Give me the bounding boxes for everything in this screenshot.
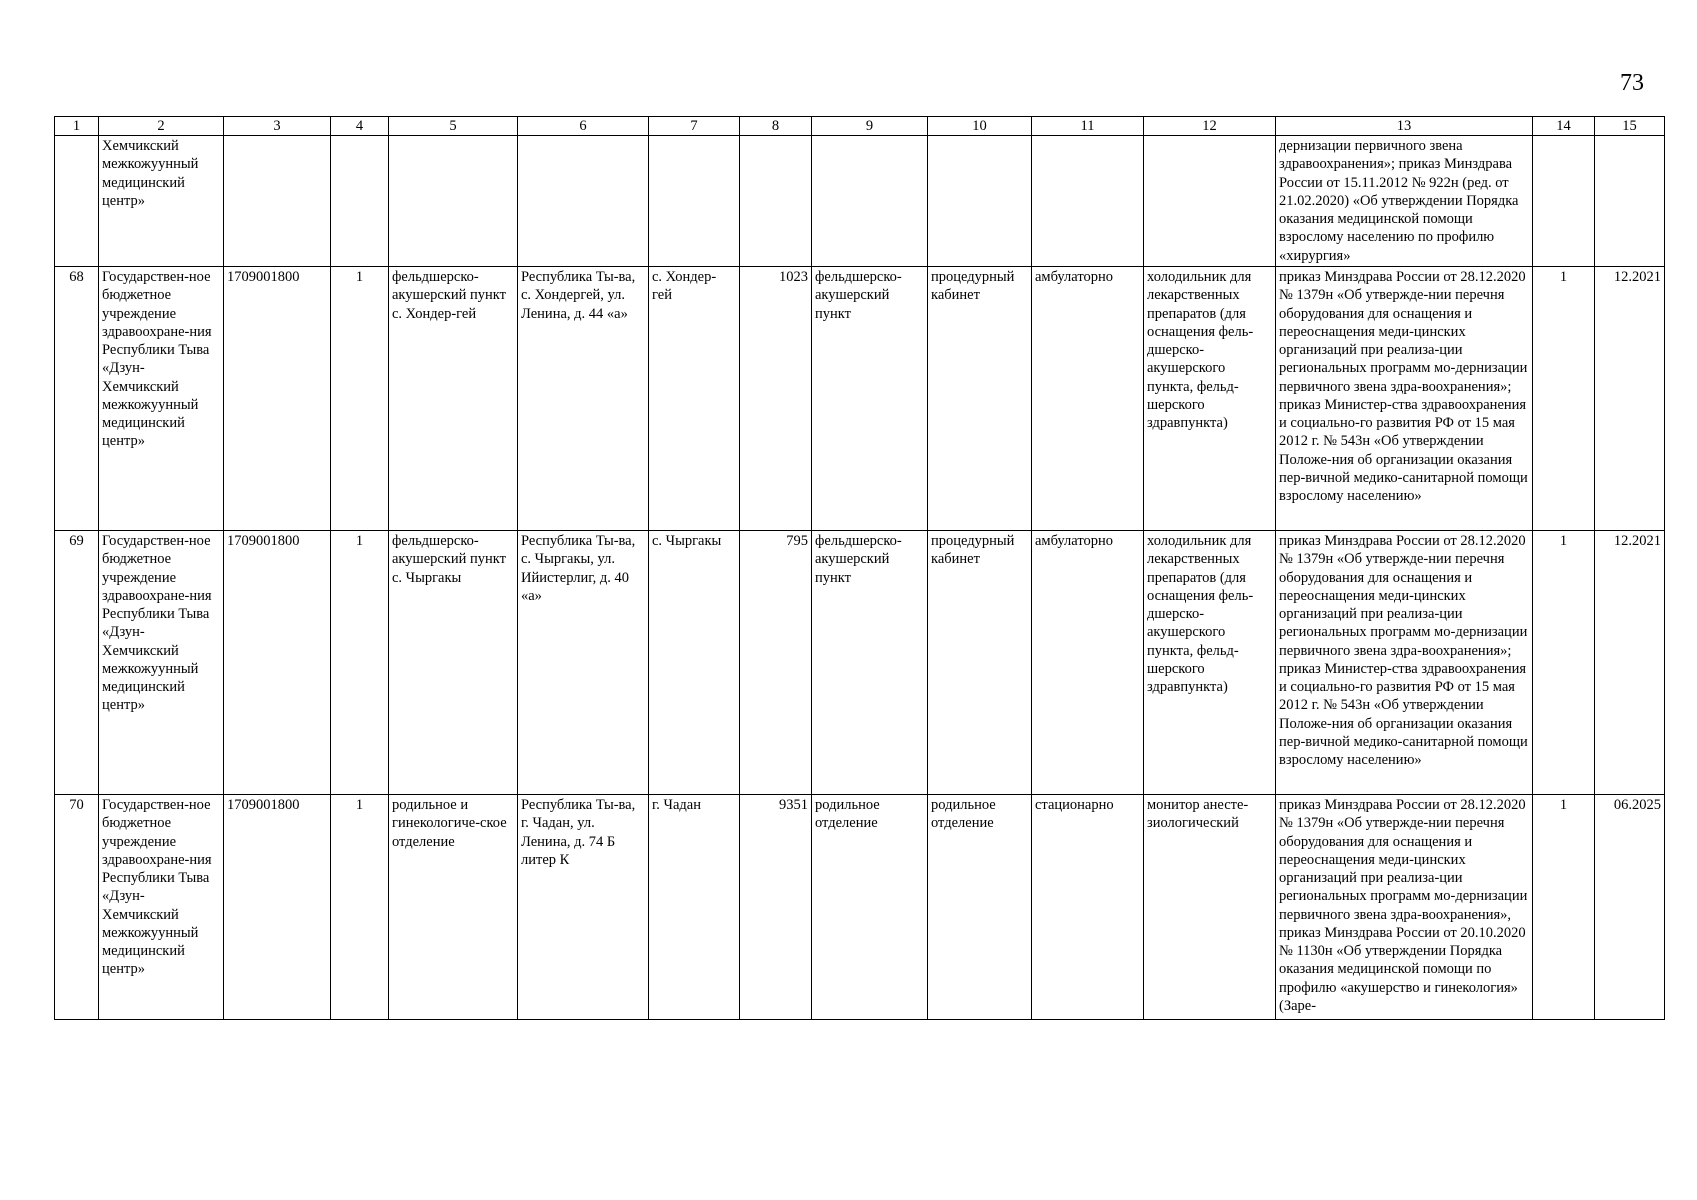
row-number: 68 xyxy=(55,267,99,531)
settlement: с. Чыргакы xyxy=(649,531,740,795)
table-row-continuation xyxy=(55,136,1665,267)
date: 06.2025 xyxy=(1595,795,1665,1020)
inn: 1709001800 xyxy=(224,795,331,1020)
equipment-table xyxy=(54,116,1665,1020)
col-header-15: 15 xyxy=(1595,117,1665,136)
regulation: дернизации первичного звена здравоохранения»; приказ Минздрава России от 15.11.2012 № 922н (ред. от 21.02.2020) «Об утверждении Порядка оказания медицинской помощи взрослому населению по профилю «хирургия» xyxy=(1276,136,1533,267)
equipment: монитор анесте-зиологический xyxy=(1144,795,1276,1020)
count xyxy=(331,136,389,267)
col-header-10: 10 xyxy=(928,117,1032,136)
institution-name: Хемчикский межкожуунный медицинский центр» xyxy=(99,136,224,267)
department: фельдшерско-акушерский пункт xyxy=(812,267,928,531)
care-type: амбулаторно xyxy=(1032,531,1144,795)
regulation: приказ Минздрава России от 28.12.2020 № 1379н «Об утвержде-нии перечня оборудования для оснащения и переоснащения меди-цинских организаций при реализа-ции региональных программ мо-дернизации первичного звена здра-воохранения»; приказ Министер-ства здравоохранения и социально-го развития РФ от 15 мая 2012 г. № 543н «Об утверждении Положе-ния об организации оказания пер-вичной медико-санитарной помощи взрослому населению» xyxy=(1276,267,1533,531)
unit-name: фельдшерско-акушерский пункт с. Хондер-гей xyxy=(389,267,518,531)
date xyxy=(1595,136,1665,267)
department: фельдшерско-акушерский пункт xyxy=(812,531,928,795)
date: 12.2021 xyxy=(1595,267,1665,531)
address: Республика Ты-ва, г. Чадан, ул. Ленина, д. 74 Б литер К xyxy=(518,795,649,1020)
regulation: приказ Минздрава России от 28.12.2020 № 1379н «Об утвержде-нии перечня оборудования для оснащения и переоснащения меди-цинских организаций при реализа-ции региональных программ мо-дернизации первичного звена здра-воохранения», приказ Минздрава России от 20.10.2020 № 1130н «Об утверждении Порядка оказания медицинской помощи по профилю «акушерство и гинекология» (Заре- xyxy=(1276,795,1533,1020)
quantity xyxy=(1533,136,1595,267)
count: 1 xyxy=(331,267,389,531)
room: процедурный кабинет xyxy=(928,531,1032,795)
department: родильное отделение xyxy=(812,795,928,1020)
col-header-13: 13 xyxy=(1276,117,1533,136)
settlement: с. Хондер-гей xyxy=(649,267,740,531)
address: Республика Ты-ва, с. Хондергей, ул. Ленина, д. 44 «а» xyxy=(518,267,649,531)
col-header-12: 12 xyxy=(1144,117,1276,136)
settlement xyxy=(649,136,740,267)
row-number: 70 xyxy=(55,795,99,1020)
room: родильное отделение xyxy=(928,795,1032,1020)
population: 1023 xyxy=(740,267,812,531)
table-row-68 xyxy=(55,267,1665,531)
table-row-70 xyxy=(55,795,1665,1020)
equipment xyxy=(1144,136,1276,267)
regulation: приказ Минздрава России от 28.12.2020 № 1379н «Об утвержде-нии перечня оборудования для оснащения и переоснащения меди-цинских организаций при реализа-ции региональных программ мо-дернизации первичного звена здра-воохранения»; приказ Министер-ства здравоохранения и социально-го развития РФ от 15 мая 2012 г. № 543н «Об утверждении Положе-ния об организации оказания пер-вичной медико-санитарной помощи взрослому населению» xyxy=(1276,531,1533,795)
room xyxy=(928,136,1032,267)
col-header-7: 7 xyxy=(649,117,740,136)
care-type xyxy=(1032,136,1144,267)
institution-name: Государствен-ное бюджетное учреждение здравоохране-ния Республики Тыва «Дзун-Хемчикский межкожуунный медицинский центр» xyxy=(99,531,224,795)
population: 795 xyxy=(740,531,812,795)
row-number xyxy=(55,136,99,267)
row-number: 69 xyxy=(55,531,99,795)
col-header-8: 8 xyxy=(740,117,812,136)
quantity: 1 xyxy=(1533,267,1595,531)
quantity: 1 xyxy=(1533,795,1595,1020)
inn xyxy=(224,136,331,267)
care-type: стационарно xyxy=(1032,795,1144,1020)
col-header-9: 9 xyxy=(812,117,928,136)
address xyxy=(518,136,649,267)
page-number: 73 xyxy=(1620,70,1644,96)
equipment: холодильник для лекарственных препаратов (для оснащения фель-дшерско-акушерского пункта, фельд-шерского здравпункта) xyxy=(1144,531,1276,795)
settlement: г. Чадан xyxy=(649,795,740,1020)
col-header-4: 4 xyxy=(331,117,389,136)
col-header-14: 14 xyxy=(1533,117,1595,136)
count: 1 xyxy=(331,531,389,795)
address: Республика Ты-ва, с. Чыргакы, ул. Ийистерлиг, д. 40 «а» xyxy=(518,531,649,795)
col-header-3: 3 xyxy=(224,117,331,136)
col-header-5: 5 xyxy=(389,117,518,136)
column-number-header xyxy=(55,117,1665,136)
care-type: амбулаторно xyxy=(1032,267,1144,531)
inn: 1709001800 xyxy=(224,267,331,531)
institution-name: Государствен-ное бюджетное учреждение здравоохране-ния Республики Тыва «Дзун-Хемчикский межкожуунный медицинский центр» xyxy=(99,267,224,531)
institution-name: Государствен-ное бюджетное учреждение здравоохране-ния Республики Тыва «Дзун-Хемчикский межкожуунный медицинский центр» xyxy=(99,795,224,1020)
table-row-69 xyxy=(55,531,1665,795)
department xyxy=(812,136,928,267)
population: 9351 xyxy=(740,795,812,1020)
population xyxy=(740,136,812,267)
unit-name: родильное и гинекологиче-ское отделение xyxy=(389,795,518,1020)
room: процедурный кабинет xyxy=(928,267,1032,531)
col-header-2: 2 xyxy=(99,117,224,136)
equipment: холодильник для лекарственных препаратов (для оснащения фель-дшерско-акушерского пункта, фельд-шерского здравпункта) xyxy=(1144,267,1276,531)
quantity: 1 xyxy=(1533,531,1595,795)
col-header-6: 6 xyxy=(518,117,649,136)
inn: 1709001800 xyxy=(224,531,331,795)
unit-name xyxy=(389,136,518,267)
count: 1 xyxy=(331,795,389,1020)
col-header-1: 1 xyxy=(55,117,99,136)
col-header-11: 11 xyxy=(1032,117,1144,136)
date: 12.2021 xyxy=(1595,531,1665,795)
unit-name: фельдшерско-акушерский пункт с. Чыргакы xyxy=(389,531,518,795)
